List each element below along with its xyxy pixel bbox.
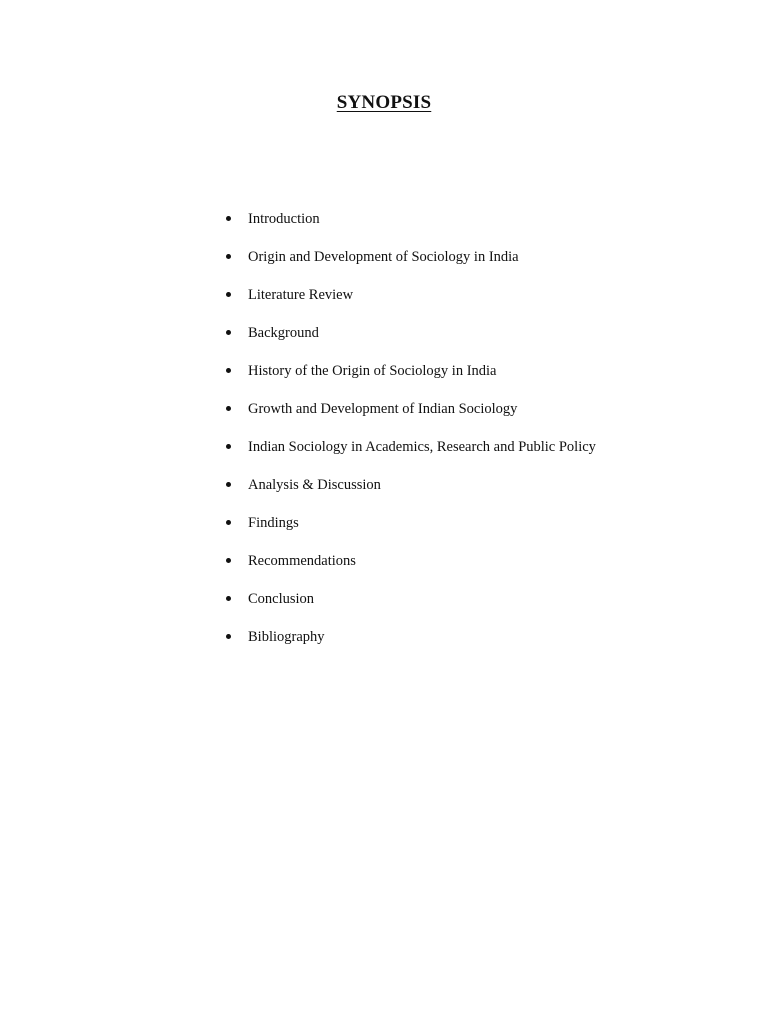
bullet-icon — [226, 596, 231, 601]
list-item-label: Analysis & Discussion — [248, 477, 381, 493]
list-item-label: Recommendations — [248, 553, 356, 569]
bullet-icon — [226, 520, 231, 525]
bullet-icon — [226, 368, 231, 373]
list-item-label: Findings — [248, 515, 299, 531]
bullet-icon — [226, 292, 231, 297]
list-item-label: History of the Origin of Sociology in India — [248, 363, 497, 379]
list-item-label: Conclusion — [248, 591, 315, 607]
page-title: SYNOPSIS — [336, 92, 432, 113]
bullet-icon — [226, 406, 231, 411]
list-item-label: Growth and Development of Indian Sociology — [248, 401, 518, 417]
bullet-icon — [226, 330, 231, 335]
bullet-icon — [226, 216, 231, 221]
bullet-icon — [226, 254, 231, 259]
list-item-label: Literature Review — [248, 287, 354, 303]
bullet-icon — [226, 558, 231, 563]
list-item-label: Background — [248, 325, 319, 341]
list-item-label: Origin and Development of Sociology in India — [248, 249, 519, 265]
bullet-icon — [226, 482, 231, 487]
list-item-label: Introduction — [248, 211, 320, 227]
bullet-icon — [226, 634, 231, 639]
list-item-label: Bibliography — [248, 629, 325, 645]
list-item-label: Indian Sociology in Academics, Research and Public Policy — [248, 439, 596, 455]
bullet-icon — [226, 444, 231, 449]
